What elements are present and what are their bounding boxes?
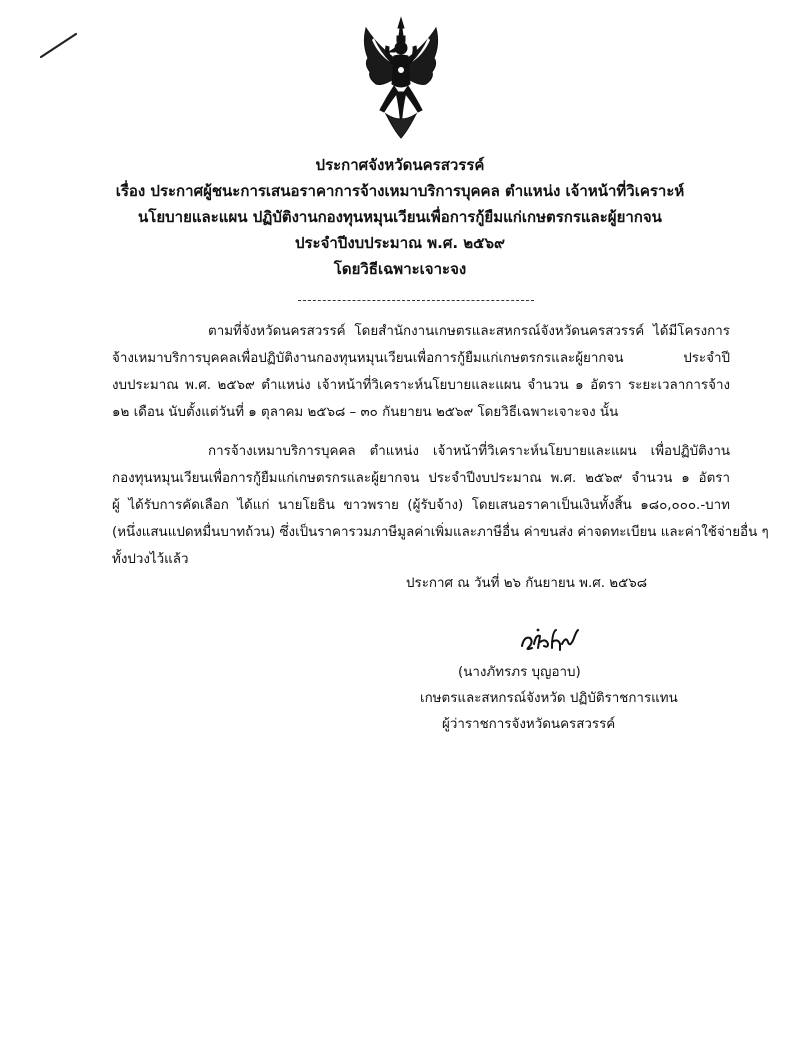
body-paragraph-1 <box>112 318 730 426</box>
paragraph-line: ตามที่จังหวัดนครสวรรค์ โดยสำนักงานเกษตรและสหกรณ์จังหวัดนครสวรรค์ ได้มีโครงการ <box>208 324 730 339</box>
paragraph-line: ทั้งปวงไว้แล้ว <box>112 552 189 567</box>
header-fiscal-year: ประจำปีงบประมาณ พ.ศ. ๒๕๖๙ <box>294 234 506 252</box>
document-header <box>0 152 800 282</box>
announcement-date: ประกาศ ณ วันที่ ๒๖ กันยายน พ.ศ. ๒๕๖๘ <box>406 576 648 591</box>
paragraph-line: การจ้างเหมาบริการบุคคล ตำแหน่ง เจ้าหน้าที่วิเคราะห์นโยบายและแผน เพื่อปฏิบัติงาน <box>208 444 730 459</box>
signer-position: เกษตรและสหกรณ์จังหวัด ปฏิบัติราชการแทน <box>420 691 678 706</box>
signature-block <box>420 660 720 738</box>
handwritten-signature <box>518 624 582 656</box>
paragraph-line: กองทุนหมุนเวียนเพื่อการกู้ยืมแก่เกษตรกรและผู้ยากจน ประจำปีงบประมาณ พ.ศ. ๒๕๖๙ จำนวน ๑ อัตรา <box>112 471 730 486</box>
paragraph-line: (หนึ่งแสนแปดหมื่นบาทถ้วน) ซึ่งเป็นราคารวมภาษีมูลค่าเพิ่มและภาษีอื่น ค่าขนส่ง ค่าจดทะเบียน และค่าใช้จ่ายอื่น ๆ <box>112 525 769 540</box>
header-divider <box>298 300 534 301</box>
paragraph-line: จ้างเหมาบริการบุคคลเพื่อปฏิบัติงานกองทุนหมุนเวียนเพื่อการกู้ยืมแก่เกษตรกรและผู้ยากจน ประจำปี <box>112 351 730 366</box>
header-subject-cont: นโยบายและแผน ปฏิบัติงานกองทุนหมุนเวียนเพื่อการกู้ยืมแก่เกษตรกรและผู้ยากจน <box>138 208 662 226</box>
pen-stroke-mark <box>38 30 80 60</box>
header-subject: เรื่อง ประกาศผู้ชนะการเสนอราคาการจ้างเหมาบริการบุคคล ตำแหน่ง เจ้าหน้าที่วิเคราะห์ <box>115 182 685 200</box>
header-method: โดยวิธีเฉพาะเจาะจง <box>333 260 467 278</box>
signer-name: (นางภัทรภร บุญอาบ) <box>458 665 581 680</box>
paragraph-line: ผู้ ได้รับการคัดเลือก ได้แก่ นายโยธิน ขาวพราย (ผู้รับจ้าง) โดยเสนอราคาเป็นเงินทั้งสิ้น ๑๘๐,๐๐๐.-บาท <box>112 498 730 513</box>
paragraph-line: ๑๒ เดือน นับตั้งแต่วันที่ ๑ ตุลาคม ๒๕๖๘ – ๓๐ กันยายน ๒๕๖๙ โดยวิธีเฉพาะเจาะจง นั้น <box>112 405 619 420</box>
garuda-emblem-icon <box>356 14 446 144</box>
paragraph-line: งบประมาณ พ.ศ. ๒๕๖๙ ตำแหน่ง เจ้าหน้าที่วิเคราะห์นโยบายและแผน จำนวน ๑ อัตรา ระยะเวลาการจ้าง <box>112 378 730 393</box>
signer-authority: ผู้ว่าราชการจังหวัดนครสวรรค์ <box>442 717 616 732</box>
body-paragraph-2 <box>112 438 769 573</box>
header-authority: ประกาศจังหวัดนครสวรรค์ <box>315 156 485 174</box>
